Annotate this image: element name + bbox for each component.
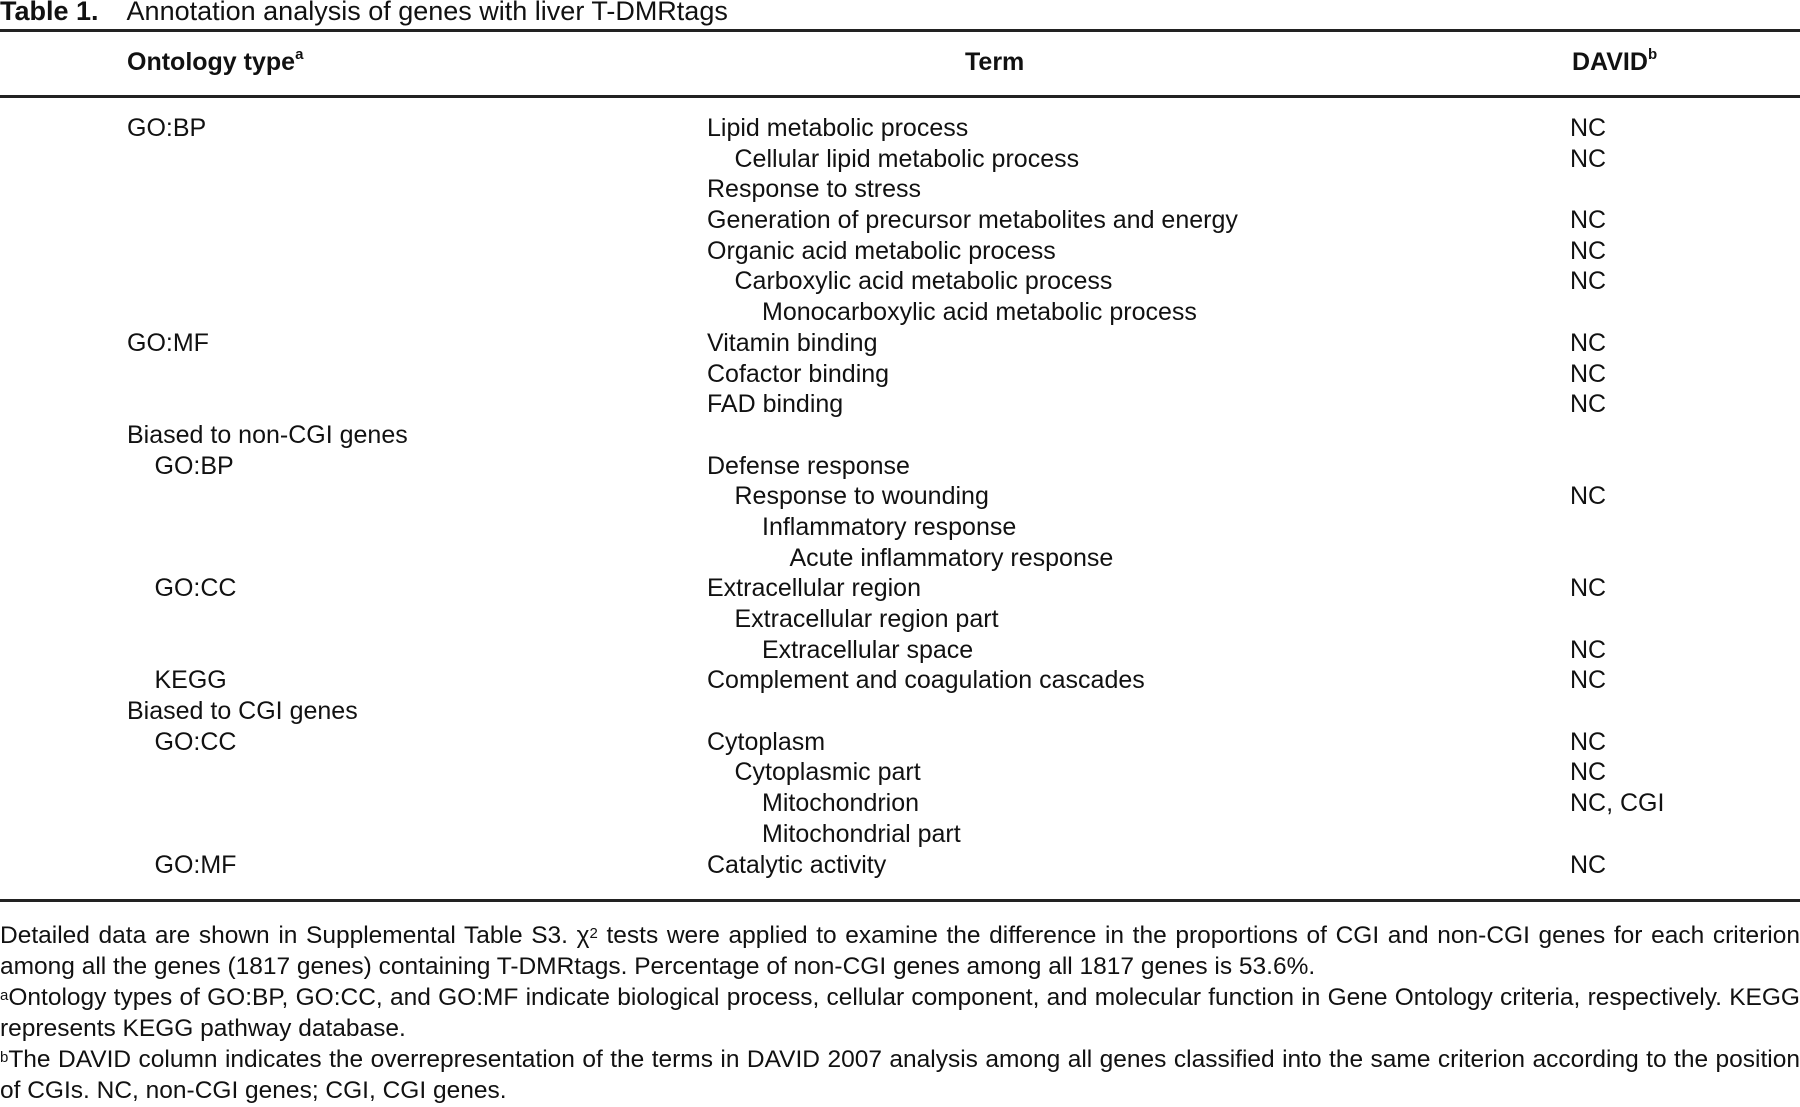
- table-row: [0, 728, 1800, 759]
- ontology-cell: GO:CC: [154, 574, 237, 603]
- david-cell: NC: [1570, 850, 1607, 879]
- table-row: [0, 666, 1800, 697]
- table-row: [0, 360, 1800, 391]
- david-cell: NC: [1570, 359, 1607, 388]
- table-row: [0, 421, 1800, 452]
- table-row: [0, 452, 1800, 483]
- table-body: [0, 114, 1800, 881]
- term-cell: FAD binding: [707, 390, 844, 419]
- table-row: [0, 758, 1800, 789]
- footnote-b-text: The DAVID column indicates the overrepresentation of the terms in DAVID 2007 analysis among all genes classified into the same criterion according to the position of CGIs. NC, non-CGI genes; CGI, CGI genes.: [0, 1046, 1800, 1104]
- header-david: [1572, 48, 1657, 77]
- footnote-b-mark: b: [0, 1049, 9, 1066]
- chi-squared-sup: 2: [589, 925, 598, 942]
- bottom-rule: [0, 899, 1800, 902]
- term-cell: Lipid metabolic process: [707, 114, 969, 142]
- table-row: [0, 298, 1800, 329]
- table-row: [0, 390, 1800, 421]
- table-row: [0, 544, 1800, 575]
- footnote-a-text: Ontology types of GO:BP, GO:CC, and GO:MF indicate biological process, cellular component, and molecular function in Gene Ontology criteria, respectively. KEGG represents KEGG pathway database.: [0, 984, 1800, 1042]
- table-row: [0, 329, 1800, 360]
- ontology-cell: GO:BP: [154, 451, 234, 480]
- david-cell: NC: [1570, 635, 1607, 664]
- table-label: Table 1.: [0, 0, 99, 26]
- table-row: [0, 114, 1800, 145]
- term-cell: Vitamin binding: [707, 328, 878, 357]
- david-cell: NC, CGI: [1570, 789, 1665, 818]
- footnote-main-text-a: Detailed data are shown in Supplemental Table S3. χ: [0, 922, 590, 949]
- top-rule: [0, 29, 1800, 32]
- term-cell: Extracellular region part: [734, 605, 999, 633]
- header-term: Term: [965, 48, 1025, 76]
- table-row: [0, 851, 1800, 882]
- term-cell: Response to stress: [707, 175, 921, 204]
- david-cell: NC: [1570, 267, 1607, 296]
- term-cell: Generation of precursor metabolites and energy: [707, 206, 1238, 235]
- footnote-mark-a: a: [295, 46, 304, 63]
- term-cell: Carboxylic acid metabolic process: [734, 267, 1113, 296]
- term-cell: Cofactor binding: [707, 359, 890, 388]
- ontology-cell: GO:MF: [127, 328, 209, 357]
- david-cell: NC: [1570, 236, 1607, 265]
- term-cell: Catalytic activity: [707, 850, 887, 879]
- term-cell: Acute inflammatory response: [789, 543, 1114, 572]
- term-cell: Cytoplasm: [707, 727, 826, 756]
- term-cell: Cellular lipid metabolic process: [734, 144, 1080, 173]
- table-row: [0, 206, 1800, 237]
- footnote-a: [0, 982, 1800, 1044]
- footnote-main: [0, 920, 1800, 982]
- david-cell: NC: [1570, 328, 1607, 357]
- david-cell: NC: [1570, 727, 1607, 756]
- header-ontology-type: [127, 48, 303, 77]
- table-row: [0, 636, 1800, 667]
- footnote-b: [0, 1044, 1800, 1106]
- ontology-cell: Biased to non-CGI genes: [127, 420, 408, 449]
- footnote-main-text-b: tests were applied to examine the difference in the proportions of CGI and non-CGI genes for each criterion among all the genes (1817 genes) containing T-DMRtags. Percentage of non-CGI genes among all 1817 genes is 53.6%.: [0, 922, 1800, 980]
- table-row: [0, 605, 1800, 636]
- term-cell: Mitochondrial part: [762, 819, 961, 848]
- ontology-cell: GO:MF: [154, 850, 237, 879]
- david-cell: NC: [1570, 114, 1607, 142]
- david-cell: NC: [1570, 206, 1607, 235]
- table-row: [0, 697, 1800, 728]
- term-cell: Complement and coagulation cascades: [707, 666, 1145, 695]
- table-row: [0, 175, 1800, 206]
- footnote-mark-b: b: [1647, 46, 1658, 63]
- term-cell: Extracellular region: [707, 574, 921, 603]
- ontology-cell: KEGG: [154, 666, 227, 695]
- table-title: Annotation analysis of genes with liver T-DMRtags: [126, 0, 728, 26]
- ontology-cell: GO:BP: [127, 114, 207, 142]
- ontology-cell: GO:CC: [154, 727, 237, 756]
- header-david-label: DAVID: [1572, 48, 1648, 76]
- table-row: [0, 789, 1800, 820]
- table-footnotes: [0, 920, 1800, 1106]
- term-cell: Organic acid metabolic process: [707, 236, 1056, 265]
- term-cell: Inflammatory response: [762, 512, 1017, 541]
- term-cell: Response to wounding: [734, 482, 989, 511]
- term-cell: Monocarboxylic acid metabolic process: [762, 298, 1197, 327]
- ontology-cell: Biased to CGI genes: [127, 697, 358, 726]
- table-row: [0, 237, 1800, 268]
- term-cell: Mitochondrion: [762, 789, 920, 818]
- table-row: [0, 574, 1800, 605]
- david-cell: NC: [1570, 574, 1607, 603]
- david-cell: NC: [1570, 666, 1607, 695]
- david-cell: NC: [1570, 758, 1607, 787]
- term-cell: Defense response: [707, 451, 910, 480]
- david-cell: NC: [1570, 390, 1607, 419]
- term-cell: Cytoplasmic part: [734, 758, 921, 787]
- table-row: [0, 513, 1800, 544]
- david-cell: NC: [1570, 144, 1607, 173]
- table-row: [0, 482, 1800, 513]
- header-ontology-label: Ontology type: [127, 48, 296, 76]
- footnote-a-mark: a: [0, 987, 9, 1004]
- table-caption: [0, 0, 728, 27]
- term-cell: Extracellular space: [762, 635, 974, 664]
- header-rule: [0, 95, 1800, 98]
- david-cell: NC: [1570, 482, 1607, 511]
- table-row: [0, 145, 1800, 176]
- table-row: [0, 267, 1800, 298]
- table-row: [0, 820, 1800, 851]
